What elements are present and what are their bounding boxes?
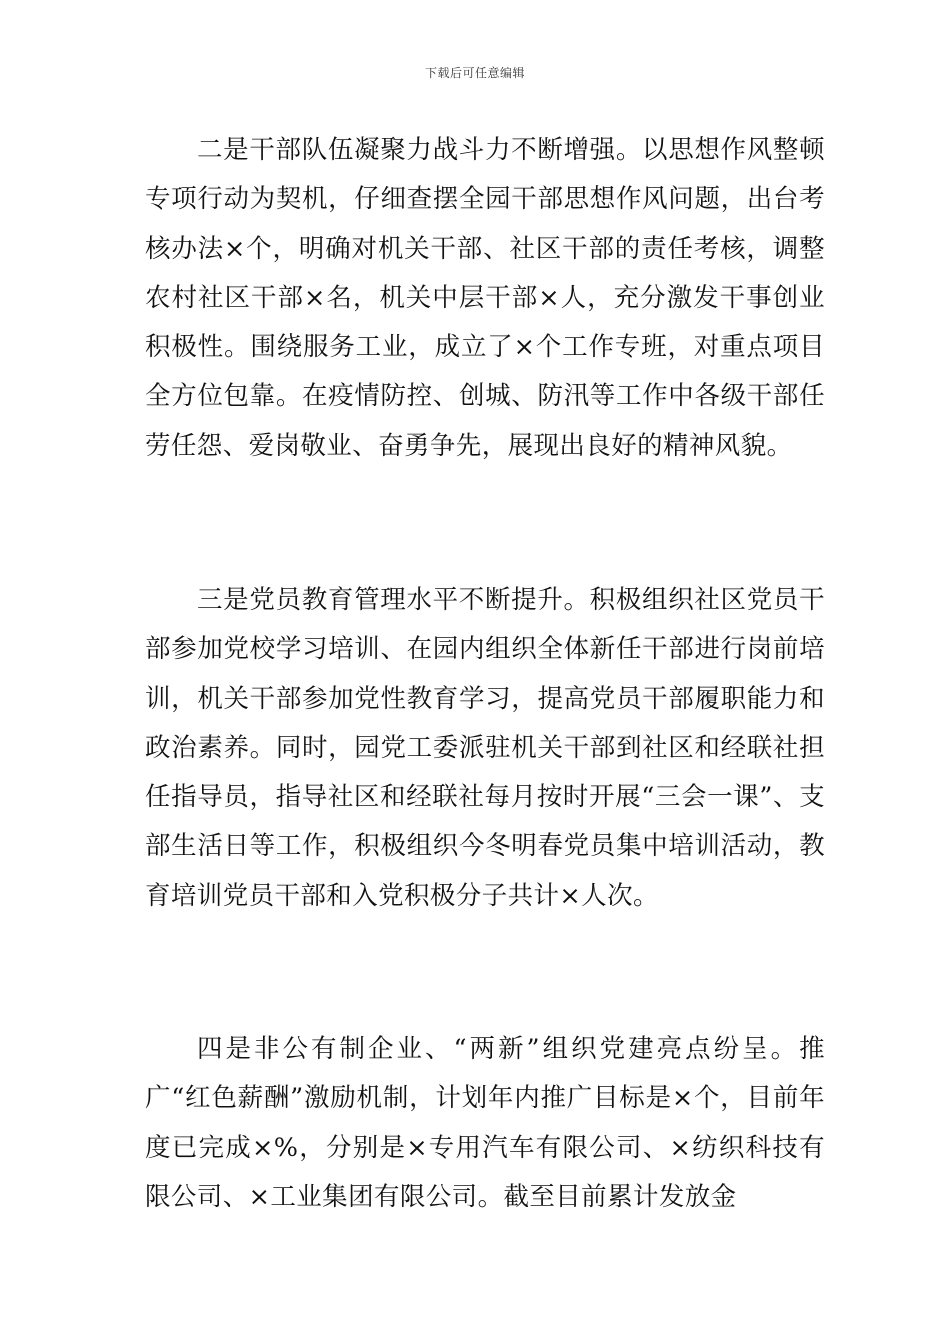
paragraph-non-public-enterprise: 四是非公有制企业、“两新”组织党建亮点纷呈。推广“红色薪酬”激励机制，计划年内推广目标是×个，目前年度已完成×%，分别是×专用汽车有限公司、×纺织科技有限公司、×工业集团有限公司。截至目前累计发放金 [145,1034,825,1212]
paragraph-party-member-education: 三是党员教育管理水平不断提升。积极组织社区党员干部参加党校学习培训、在园内组织全体新任干部进行岗前培训，机关干部参加党性教育学习，提高党员干部履职能力和政治素养。同时，园党工委派驻机关干部到社区和经联社担任指导员，指导社区和经联社每月按时开展“三会一课”、支部生活日等工作，积极组织今冬明春党员集中培训活动，教育培训党员干部和入党积极分子共计×人次。 [145,585,825,911]
page-header: 下载后可任意编辑 [424,66,525,80]
paragraph-cadre-team: 二是干部队伍凝聚力战斗力不断增强。以思想作风整顿专项行动为契机，仔细查摆全园干部思想作风问题，出台考核办法×个，明确对机关干部、社区干部的责任考核，调整农村社区干部×名，机关中层干部×人，充分激发干事创业积极性。围绕服务工业，成立了×个工作专班，对重点项目全方位包靠。在疫情防控、创城、防汛等工作中各级干部任劳任怨、爱岗敬业、奋勇争先，展现出良好的精神风貌。 [145,135,825,461]
